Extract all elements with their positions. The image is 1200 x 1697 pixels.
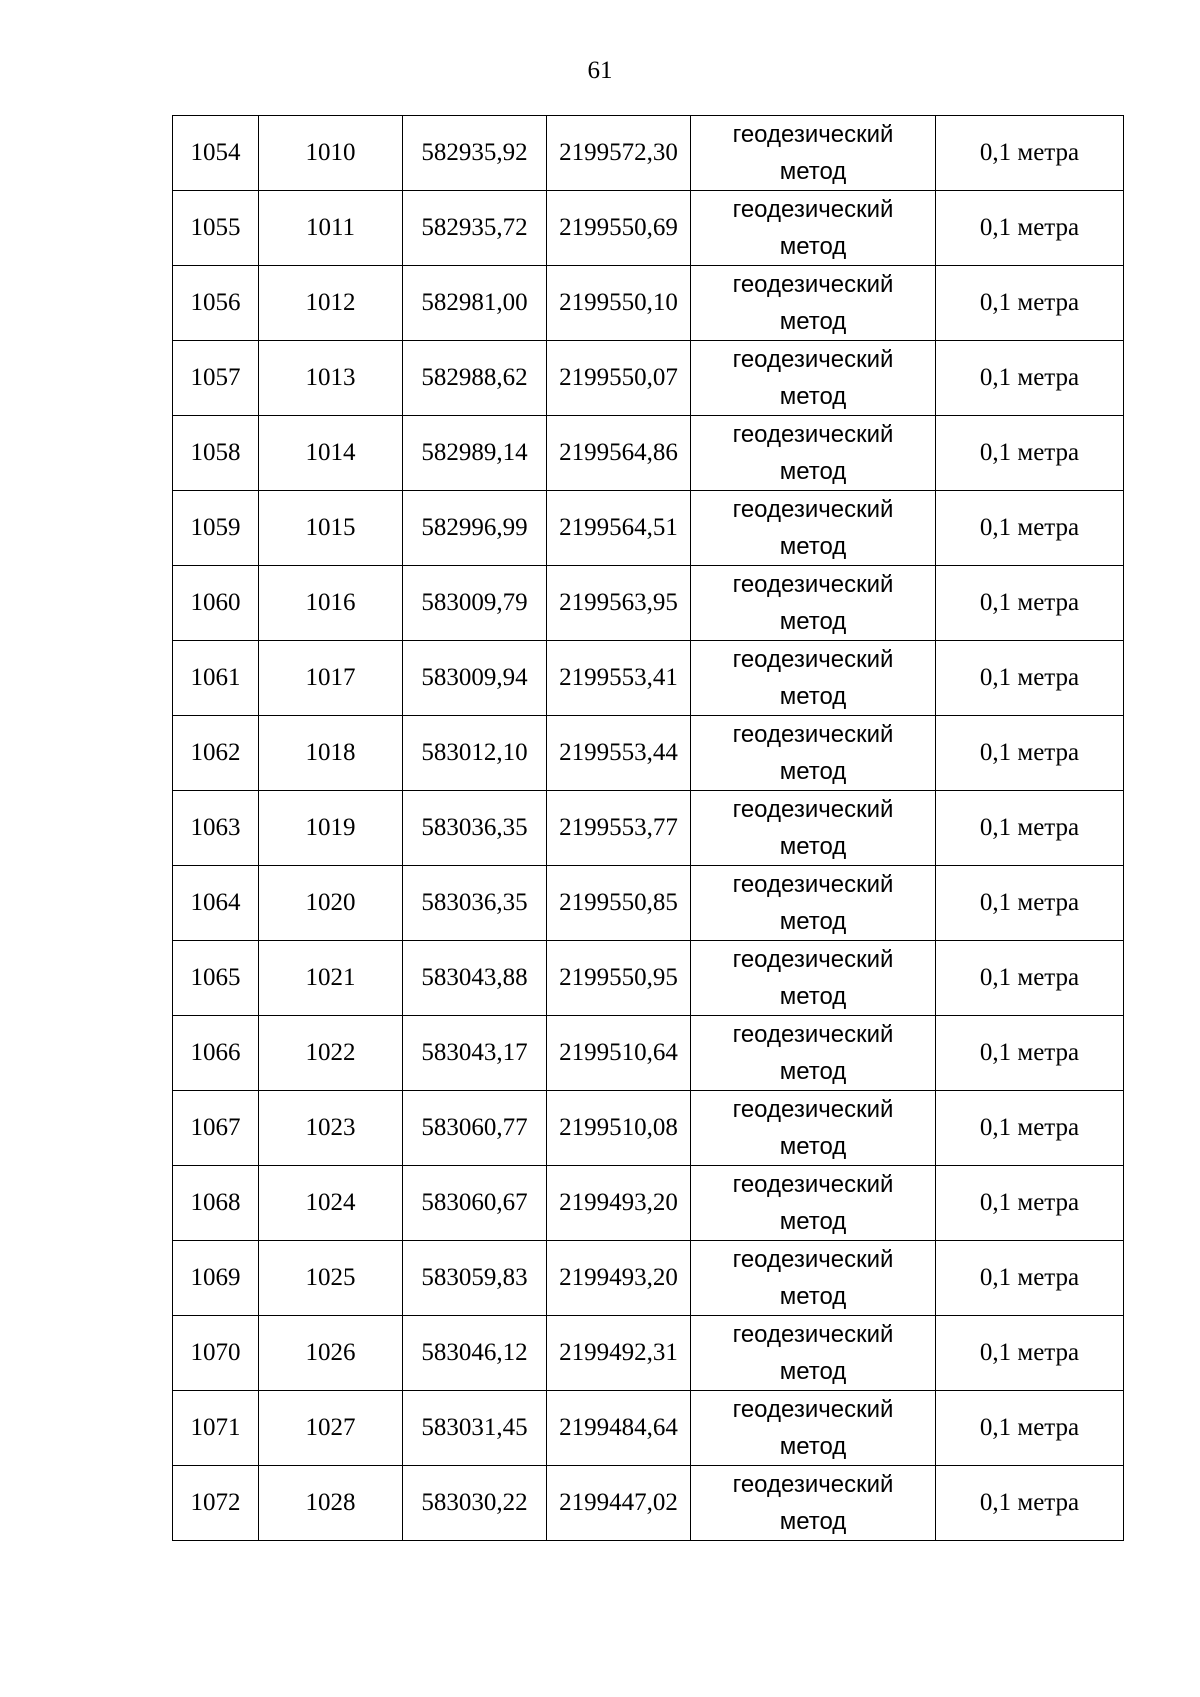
table-row: [173, 416, 1124, 491]
method-line-1: геодезический: [732, 1246, 894, 1273]
point-number-cell: 1024: [259, 1166, 403, 1241]
y-coordinate-cell: 2199510,64: [547, 1016, 691, 1091]
x-coordinate-cell: 583036,35: [403, 791, 547, 866]
method-line-2: метод: [779, 758, 847, 785]
method-cell: [691, 641, 936, 716]
point-number-cell: 1020: [259, 866, 403, 941]
accuracy-cell: 0,1 метра: [936, 1316, 1124, 1391]
y-coordinate-cell: 2199572,30: [547, 116, 691, 191]
x-coordinate-cell: 582996,99: [403, 491, 547, 566]
method-line-2: метод: [779, 1283, 847, 1310]
row-number-cell: 1062: [173, 716, 259, 791]
method-cell: [691, 266, 936, 341]
accuracy-cell: 0,1 метра: [936, 641, 1124, 716]
accuracy-cell: 0,1 метра: [936, 266, 1124, 341]
coordinates-table-body: [173, 116, 1124, 1541]
x-coordinate-cell: 583060,77: [403, 1091, 547, 1166]
x-coordinate-cell: 582989,14: [403, 416, 547, 491]
method-line-1: геодезический: [732, 721, 894, 748]
method-cell: [691, 416, 936, 491]
method-line-1: геодезический: [732, 871, 894, 898]
y-coordinate-cell: 2199493,20: [547, 1166, 691, 1241]
method-line-2: метод: [779, 308, 847, 335]
point-number-cell: 1011: [259, 191, 403, 266]
method-cell: [691, 191, 936, 266]
method-cell: [691, 941, 936, 1016]
x-coordinate-cell: 583043,88: [403, 941, 547, 1016]
x-coordinate-cell: 583059,83: [403, 1241, 547, 1316]
method-cell: [691, 1091, 936, 1166]
point-number-cell: 1019: [259, 791, 403, 866]
accuracy-cell: 0,1 метра: [936, 1016, 1124, 1091]
method-line-2: метод: [779, 383, 847, 410]
accuracy-cell: 0,1 метра: [936, 941, 1124, 1016]
method-cell: [691, 566, 936, 641]
method-line-1: геодезический: [732, 271, 894, 298]
accuracy-cell: 0,1 метра: [936, 1391, 1124, 1466]
method-cell: [691, 1316, 936, 1391]
row-number-cell: 1067: [173, 1091, 259, 1166]
accuracy-cell: 0,1 метра: [936, 416, 1124, 491]
method-cell: [691, 791, 936, 866]
row-number-cell: 1072: [173, 1466, 259, 1541]
point-number-cell: 1018: [259, 716, 403, 791]
method-line-2: метод: [779, 1433, 847, 1460]
y-coordinate-cell: 2199510,08: [547, 1091, 691, 1166]
row-number-cell: 1058: [173, 416, 259, 491]
point-number-cell: 1012: [259, 266, 403, 341]
x-coordinate-cell: 583009,79: [403, 566, 547, 641]
y-coordinate-cell: 2199550,07: [547, 341, 691, 416]
method-line-1: геодезический: [732, 1171, 894, 1198]
table-row: [173, 566, 1124, 641]
y-coordinate-cell: 2199550,95: [547, 941, 691, 1016]
table-row: [173, 341, 1124, 416]
point-number-cell: 1025: [259, 1241, 403, 1316]
row-number-cell: 1063: [173, 791, 259, 866]
point-number-cell: 1027: [259, 1391, 403, 1466]
y-coordinate-cell: 2199564,86: [547, 416, 691, 491]
table-row: [173, 1091, 1124, 1166]
accuracy-cell: 0,1 метра: [936, 1166, 1124, 1241]
y-coordinate-cell: 2199484,64: [547, 1391, 691, 1466]
row-number-cell: 1064: [173, 866, 259, 941]
method-line-1: геодезический: [732, 1396, 894, 1423]
table-row: [173, 1166, 1124, 1241]
accuracy-cell: 0,1 метра: [936, 341, 1124, 416]
x-coordinate-cell: 583009,94: [403, 641, 547, 716]
method-line-2: метод: [779, 608, 847, 635]
method-cell: [691, 341, 936, 416]
method-line-2: метод: [779, 1508, 847, 1535]
method-line-2: метод: [779, 458, 847, 485]
row-number-cell: 1056: [173, 266, 259, 341]
x-coordinate-cell: 583012,10: [403, 716, 547, 791]
y-coordinate-cell: 2199550,85: [547, 866, 691, 941]
point-number-cell: 1021: [259, 941, 403, 1016]
table-row: [173, 941, 1124, 1016]
row-number-cell: 1061: [173, 641, 259, 716]
point-number-cell: 1023: [259, 1091, 403, 1166]
y-coordinate-cell: 2199553,41: [547, 641, 691, 716]
y-coordinate-cell: 2199492,31: [547, 1316, 691, 1391]
x-coordinate-cell: 583060,67: [403, 1166, 547, 1241]
method-line-1: геодезический: [732, 1321, 894, 1348]
method-line-2: метод: [779, 158, 847, 185]
method-cell: [691, 866, 936, 941]
y-coordinate-cell: 2199550,69: [547, 191, 691, 266]
method-cell: [691, 1241, 936, 1316]
point-number-cell: 1028: [259, 1466, 403, 1541]
table-row: [173, 116, 1124, 191]
accuracy-cell: 0,1 метра: [936, 566, 1124, 641]
method-cell: [691, 116, 936, 191]
x-coordinate-cell: 583031,45: [403, 1391, 547, 1466]
method-line-2: метод: [779, 683, 847, 710]
accuracy-cell: 0,1 метра: [936, 1241, 1124, 1316]
y-coordinate-cell: 2199493,20: [547, 1241, 691, 1316]
method-line-2: метод: [779, 1133, 847, 1160]
method-line-1: геодезический: [732, 496, 894, 523]
y-coordinate-cell: 2199553,77: [547, 791, 691, 866]
accuracy-cell: 0,1 метра: [936, 866, 1124, 941]
table-row: [173, 266, 1124, 341]
table-row: [173, 716, 1124, 791]
method-line-2: метод: [779, 833, 847, 860]
method-line-1: геодезический: [732, 196, 894, 223]
row-number-cell: 1070: [173, 1316, 259, 1391]
y-coordinate-cell: 2199553,44: [547, 716, 691, 791]
method-cell: [691, 1466, 936, 1541]
method-cell: [691, 1391, 936, 1466]
row-number-cell: 1060: [173, 566, 259, 641]
row-number-cell: 1059: [173, 491, 259, 566]
method-cell: [691, 491, 936, 566]
x-coordinate-cell: 583043,17: [403, 1016, 547, 1091]
method-line-1: геодезический: [732, 121, 894, 148]
x-coordinate-cell: 582988,62: [403, 341, 547, 416]
method-line-2: метод: [779, 1358, 847, 1385]
method-line-2: метод: [779, 908, 847, 935]
method-line-2: метод: [779, 1058, 847, 1085]
table-row: [173, 1391, 1124, 1466]
method-line-1: геодезический: [732, 946, 894, 973]
method-line-1: геодезический: [732, 1021, 894, 1048]
method-line-2: метод: [779, 533, 847, 560]
method-cell: [691, 1166, 936, 1241]
table-row: [173, 1241, 1124, 1316]
page-number: 61: [587, 57, 613, 84]
accuracy-cell: 0,1 метра: [936, 191, 1124, 266]
row-number-cell: 1054: [173, 116, 259, 191]
y-coordinate-cell: 2199550,10: [547, 266, 691, 341]
method-line-1: геодезический: [732, 1096, 894, 1123]
table-row: [173, 791, 1124, 866]
table-row: [173, 191, 1124, 266]
method-line-1: геодезический: [732, 571, 894, 598]
row-number-cell: 1066: [173, 1016, 259, 1091]
table-row: [173, 1016, 1124, 1091]
method-line-2: метод: [779, 1208, 847, 1235]
point-number-cell: 1014: [259, 416, 403, 491]
method-line-1: геодезический: [732, 1471, 894, 1498]
point-number-cell: 1013: [259, 341, 403, 416]
point-number-cell: 1010: [259, 116, 403, 191]
row-number-cell: 1069: [173, 1241, 259, 1316]
y-coordinate-cell: 2199563,95: [547, 566, 691, 641]
x-coordinate-cell: 582935,72: [403, 191, 547, 266]
point-number-cell: 1015: [259, 491, 403, 566]
method-line-1: геодезический: [732, 796, 894, 823]
table-row: [173, 866, 1124, 941]
accuracy-cell: 0,1 метра: [936, 116, 1124, 191]
method-cell: [691, 716, 936, 791]
row-number-cell: 1065: [173, 941, 259, 1016]
accuracy-cell: 0,1 метра: [936, 491, 1124, 566]
x-coordinate-cell: 583046,12: [403, 1316, 547, 1391]
accuracy-cell: 0,1 метра: [936, 1466, 1124, 1541]
method-line-1: геодезический: [732, 421, 894, 448]
coordinates-table: [172, 115, 1124, 1541]
row-number-cell: 1057: [173, 341, 259, 416]
table-row: [173, 491, 1124, 566]
accuracy-cell: 0,1 метра: [936, 791, 1124, 866]
x-coordinate-cell: 583036,35: [403, 866, 547, 941]
point-number-cell: 1022: [259, 1016, 403, 1091]
point-number-cell: 1017: [259, 641, 403, 716]
x-coordinate-cell: 582935,92: [403, 116, 547, 191]
point-number-cell: 1026: [259, 1316, 403, 1391]
y-coordinate-cell: 2199447,02: [547, 1466, 691, 1541]
x-coordinate-cell: 583030,22: [403, 1466, 547, 1541]
table-row: [173, 1316, 1124, 1391]
accuracy-cell: 0,1 метра: [936, 716, 1124, 791]
row-number-cell: 1071: [173, 1391, 259, 1466]
row-number-cell: 1068: [173, 1166, 259, 1241]
method-line-2: метод: [779, 983, 847, 1010]
table-row: [173, 1466, 1124, 1541]
row-number-cell: 1055: [173, 191, 259, 266]
accuracy-cell: 0,1 метра: [936, 1091, 1124, 1166]
method-line-1: геодезический: [732, 646, 894, 673]
y-coordinate-cell: 2199564,51: [547, 491, 691, 566]
point-number-cell: 1016: [259, 566, 403, 641]
method-line-2: метод: [779, 233, 847, 260]
table-row: [173, 641, 1124, 716]
method-line-1: геодезический: [732, 346, 894, 373]
x-coordinate-cell: 582981,00: [403, 266, 547, 341]
method-cell: [691, 1016, 936, 1091]
